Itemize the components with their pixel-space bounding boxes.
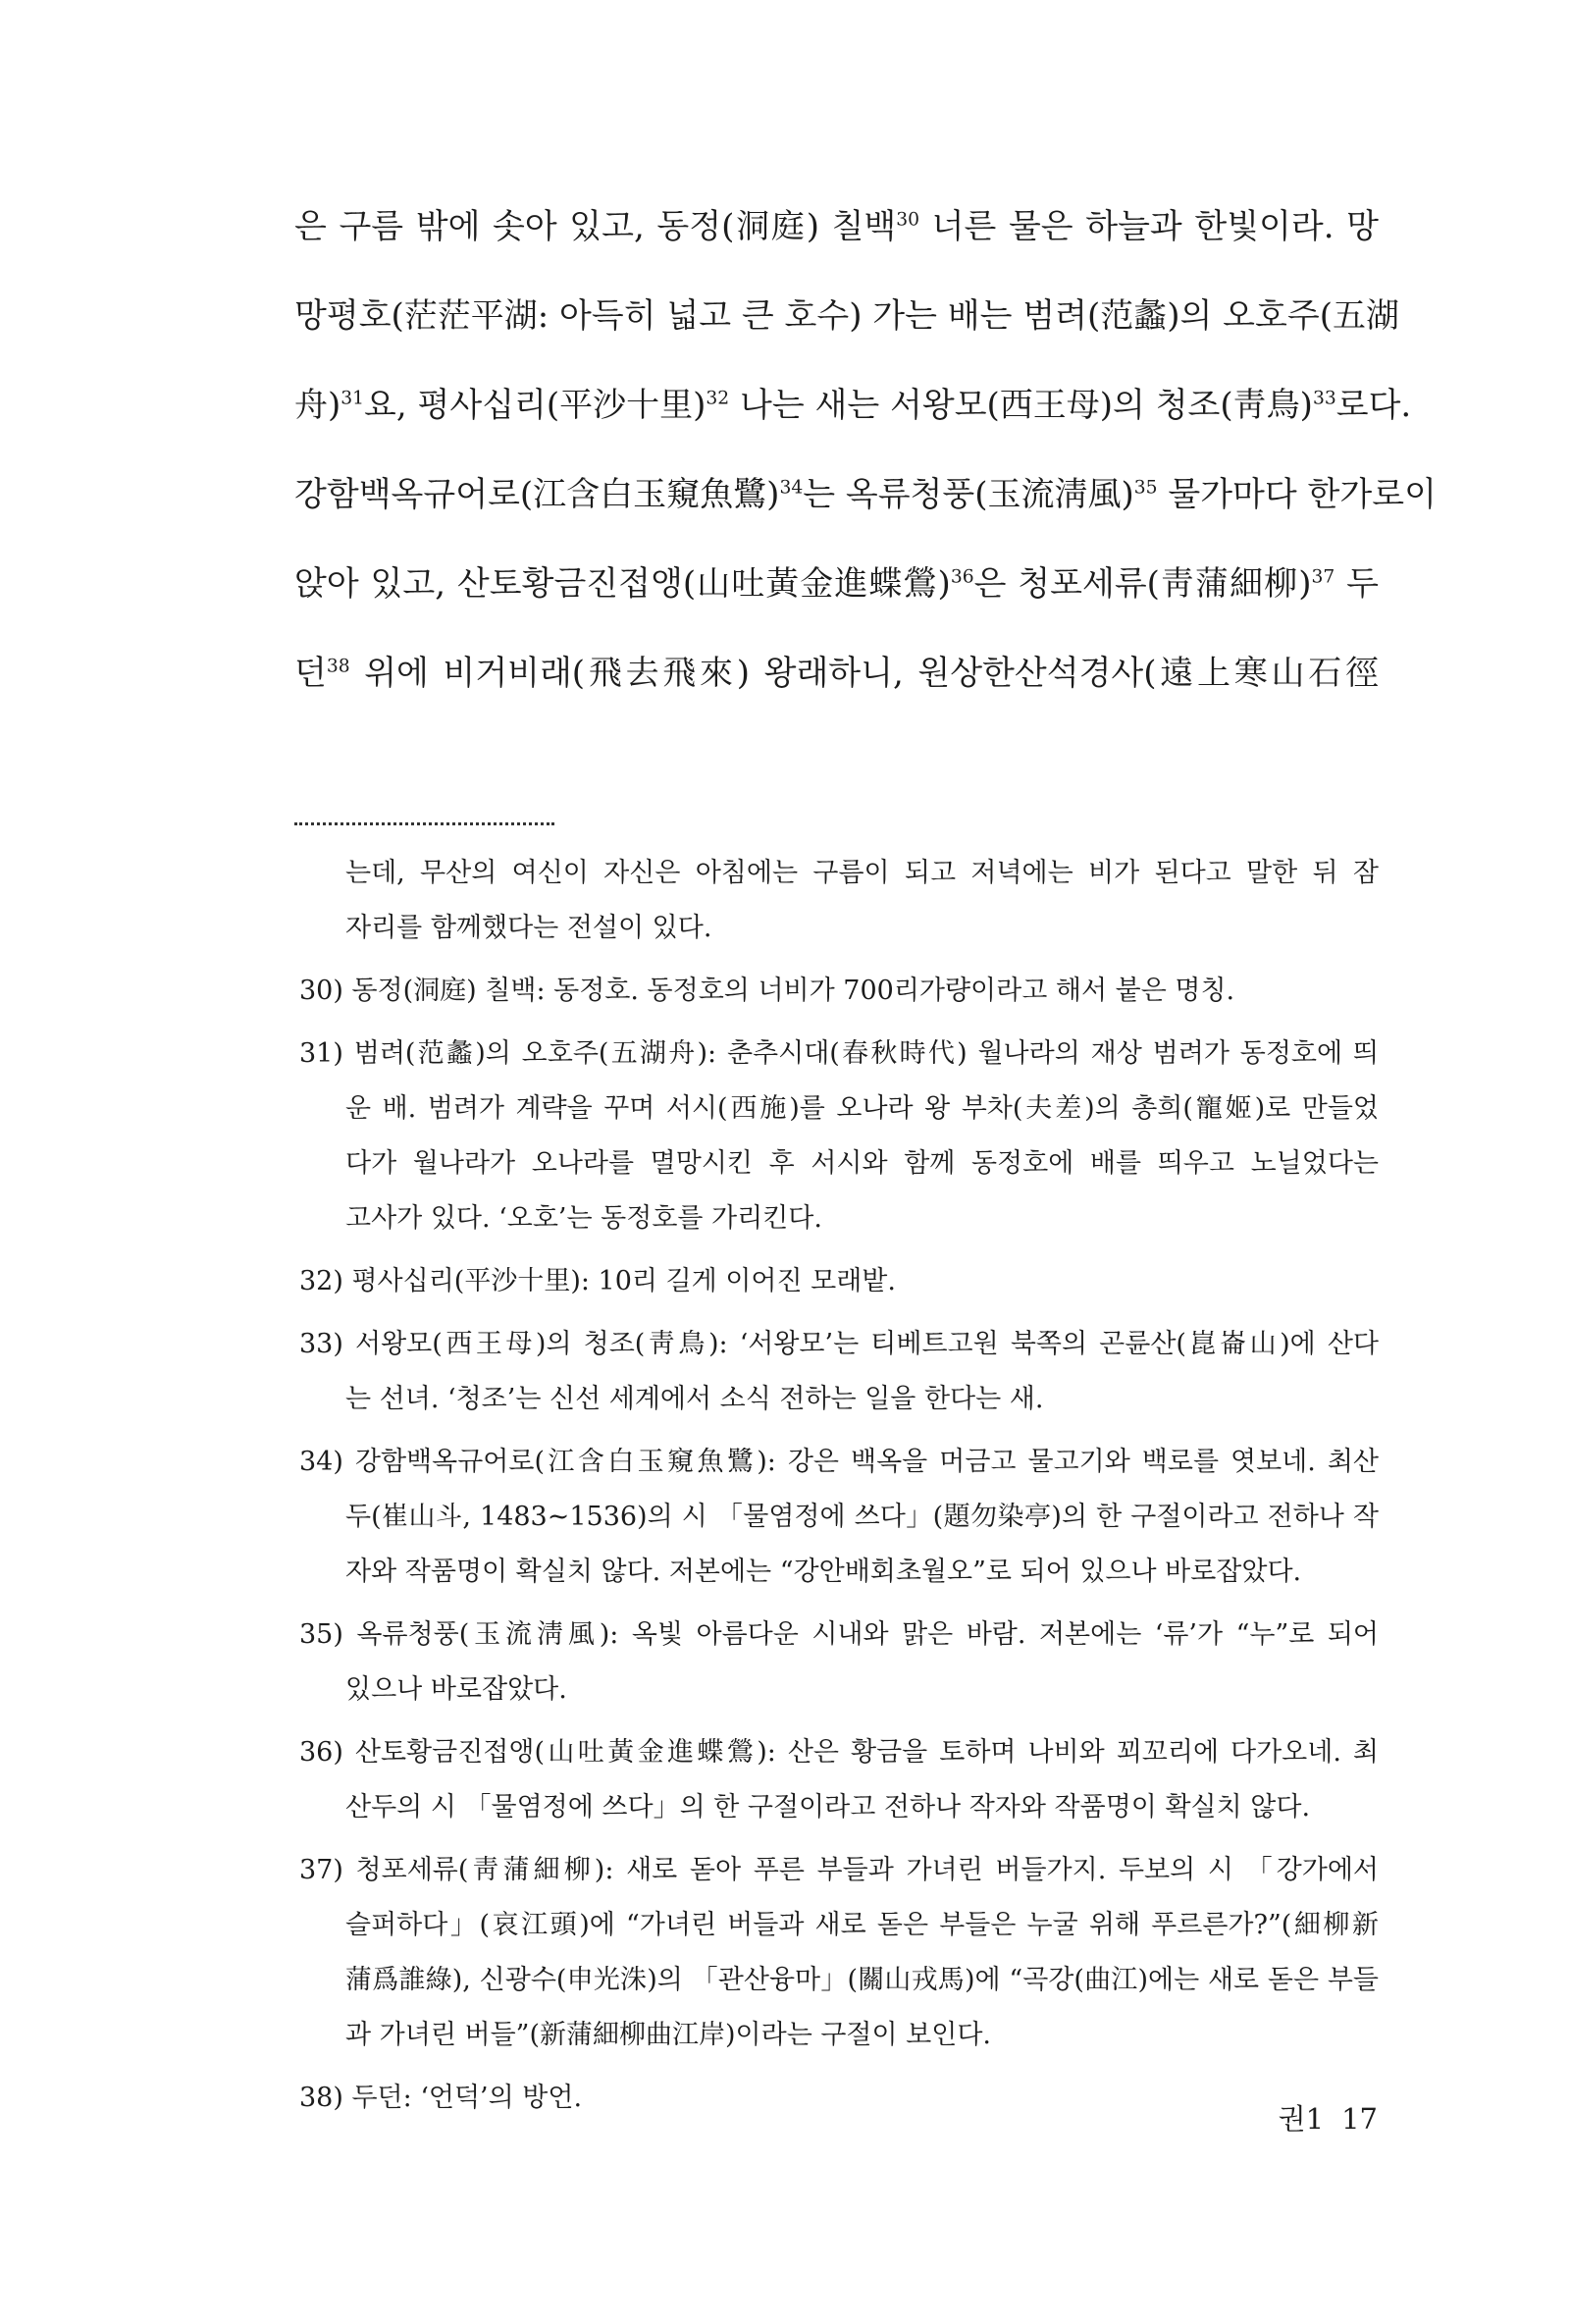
footnote — [299, 2071, 1379, 2126]
footnote-line: 두(崔山斗, 1483~1536)의 시 「물염정에 쓰다」(題勿染亭)의 한 구절이라고 전하나 작 — [345, 1502, 1379, 1532]
footnote-line: 있으나 바로잡았다. — [345, 1674, 567, 1705]
footnote-line: 는데, 무산의 여신이 자신은 아침에는 구름이 되고 저녁에는 비가 된다고 말한 뒤 잠 — [345, 858, 1379, 888]
footnote-line: 33) 서왕모(西王母)의 청조(靑鳥): ‘서왕모’는 티베트고원 북쪽의 곤륜산(崑崙山)에 산다 — [299, 1329, 1379, 1359]
body-line: 앉아 있고, 산토황금진접앵(山吐黃金進蝶鶯)$^{36}$은 청포세류(靑蒲細柳)$^{37}$ 두 — [294, 564, 1379, 604]
body-line: 던$^{38}$ 위에 비거비래(飛去飛來) 왕래하니, 원상한산석경사(遠上寒山石徑 — [294, 654, 1379, 693]
footnote-line: 蒲爲誰綠), 신광수(申光洙)의 「관산융마」(關山戎馬)에 “곡강(曲江)에는 새로 돋은 부들 — [345, 1965, 1379, 1995]
footnote-line: 37) 청포세류(靑蒲細柳): 새로 돋아 푸른 부들과 가녀린 버들가지. 두보의 시 「강가에서 — [299, 1855, 1379, 1885]
footnote-line: 운 배. 범려가 계략을 꾸며 서시(西施)를 오나라 왕 부차(夫差)의 총희(寵姬)로 만들었 — [345, 1093, 1379, 1124]
footnote-line: 32) 평사십리(平沙十里): 10리 길게 이어진 모래밭. — [299, 1266, 896, 1296]
footnote-line: 31) 범려(范蠡)의 오호주(五湖舟): 춘추시대(春秋時代) 월나라의 재상 범려가 동정호에 띄 — [299, 1038, 1379, 1069]
footnote-line: 자리를 함께했다는 전설이 있다. — [345, 913, 712, 943]
page-footer — [1279, 2097, 1378, 2138]
footnote — [299, 1317, 1379, 1427]
footnote-line: 다가 월나라가 오나라를 멸망시킨 후 서시와 함께 동정호에 배를 띄우고 노닐었다는 — [345, 1148, 1379, 1179]
footnote — [299, 1608, 1379, 1717]
volume-label: 권1 — [1278, 2102, 1325, 2136]
footnote — [299, 1027, 1379, 1246]
footnote — [299, 1843, 1379, 2063]
footnote-line: 38) 두던: ‘언덕’의 방언. — [299, 2083, 583, 2113]
footnote-line: 34) 강함백옥규어로(江含白玉窺魚鷺): 강은 백옥을 머금고 물고기와 백로를 엿보네. 최산 — [299, 1447, 1379, 1477]
main-text — [294, 183, 1437, 718]
footnotes — [299, 846, 1379, 2126]
footnote-continuation — [299, 846, 1379, 956]
footnote-line: 고사가 있다. ‘오호’는 동정호를 가리킨다. — [345, 1203, 822, 1234]
footnote — [299, 1435, 1379, 1600]
footnote-line: 36) 산토황금진접앵(山吐黃金進蝶鶯): 산은 황금을 토하며 나비와 꾀꼬리에 다가오네. 최 — [299, 1737, 1379, 1768]
footnote-line: 슬퍼하다」(哀江頭)에 “가녀린 버들과 새로 돋은 부들은 누굴 위해 푸르른가?”(細柳新 — [345, 1910, 1379, 1940]
body-line: 망평호(茫茫平湖: 아득히 넓고 큰 호수) 가는 배는 범려(范蠡)의 오호주(五湖 — [294, 296, 1399, 336]
footnote-line: 30) 동정(洞庭) 칠백: 동정호. 동정호의 너비가 700리가량이라고 해서 붙은 명칭. — [299, 976, 1235, 1006]
body-line: 강함백옥규어로(江含白玉窺魚鷺)$^{34}$는 옥류청풍(玉流淸風)$^{35}$ 물가마다 한가로이 — [294, 475, 1437, 514]
footnote — [299, 1254, 1379, 1309]
footnote-line: 35) 옥류청풍(玉流淸風): 옥빛 아름다운 시내와 맑은 바람. 저본에는 ‘류’가 “누”로 되어 — [299, 1619, 1379, 1650]
footnote — [299, 1725, 1379, 1835]
footnote-line: 는 선녀. ‘청조’는 신선 세계에서 소식 전하는 일을 한다는 새. — [345, 1384, 1044, 1414]
body-line: 은 구름 밖에 솟아 있고, 동정(洞庭) 칠백$^{30}$ 너른 물은 하늘과 한빛이라. 망 — [294, 207, 1379, 246]
footnote-line: 과 가녀린 버들”(新蒲細柳曲江岸)이라는 구절이 보인다. — [345, 2020, 992, 2050]
page-number: 17 — [1341, 2102, 1378, 2136]
body-line: 舟)$^{31}$요, 평사십리(平沙十里)$^{32}$ 나는 새는 서왕모(西王母)의 청조(靑鳥)$^{33}$로다. — [294, 386, 1412, 425]
footnote-line: 자와 작품명이 확실치 않다. 저본에는 “강안배회초월오”로 되어 있으나 바로잡았다. — [345, 1557, 1302, 1587]
footnote — [299, 964, 1379, 1019]
footnote-line: 산두의 시 「물염정에 쓰다」의 한 구절이라고 전하나 작자와 작품명이 확실치 않다. — [345, 1792, 1311, 1822]
footnote-divider — [294, 822, 554, 825]
